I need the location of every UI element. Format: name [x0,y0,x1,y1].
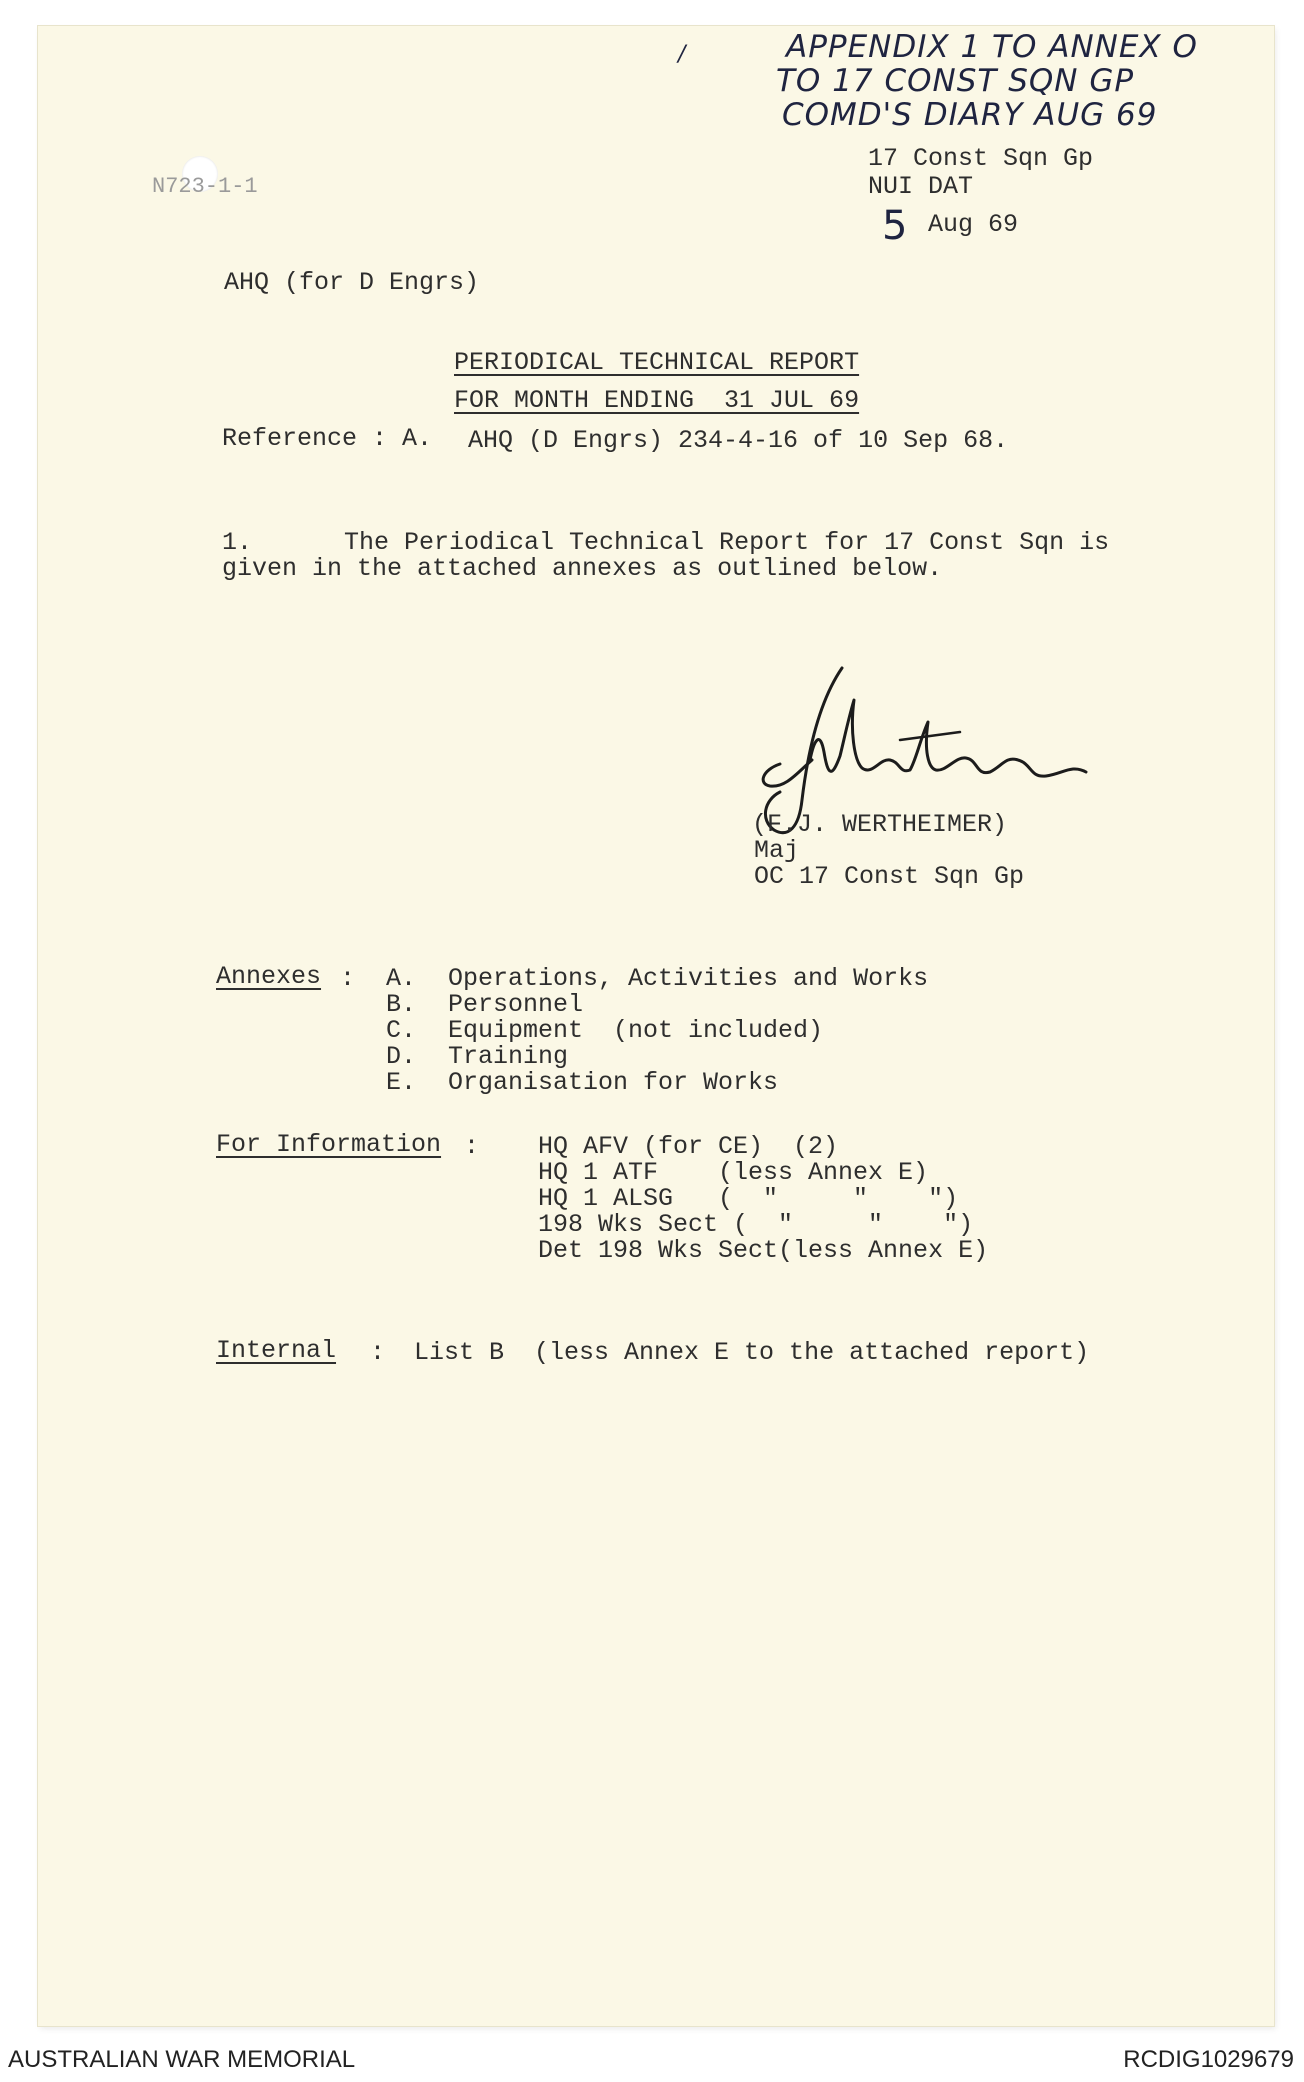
annexes-label: Annexes [216,962,322,991]
for-information-colon: : [464,1132,480,1161]
sender-date: Aug 69 [928,210,1019,239]
distribution-item: HQ 1 ALSG ( " " ") [538,1184,959,1213]
report-title-line-1: PERIODICAL TECHNICAL REPORT [454,348,860,377]
annex-text: Personnel [448,990,584,1019]
for-information-label: For Information [216,1130,442,1159]
internal-label: Internal [216,1336,337,1365]
handwritten-date-day: 5 [882,203,909,249]
annex-text: Training [448,1042,569,1071]
signatory-name: (F.J. WERTHEIMER) [752,810,1008,839]
internal-colon: : [370,1338,386,1367]
archive-footer-right: RCDIG1029679 [1123,2046,1294,2073]
distribution-item: HQ 1 ATF (less Annex E) [538,1158,929,1187]
paragraph-line-1: The Periodical Technical Report for 17 Const Sqn is [344,528,1110,557]
handwritten-note-line-2: TO 17 CONST SQN GP [776,63,1135,99]
file-reference: N723-1-1 [152,174,258,199]
internal-distribution: List B (less Annex E to the attached report) [414,1338,1090,1367]
handwritten-tick: / [678,42,687,67]
paragraph-number: 1. [222,528,253,557]
handwritten-note-line-1: APPENDIX 1 TO ANNEX O [786,29,1198,65]
report-title-line-2: FOR MONTH ENDING 31 JUL 69 [454,386,860,415]
paragraph-line-2: given in the attached annexes as outlined below. [222,554,943,583]
sender-location: NUI DAT [868,172,974,201]
annex-letter: B. [386,990,417,1019]
annexes-colon: : [340,964,356,993]
annex-text: Organisation for Works [448,1068,779,1097]
signatory-appointment: OC 17 Const Sqn Gp [754,862,1025,891]
distribution-item: Det 198 Wks Sect(less Annex E) [538,1236,989,1265]
signatory-rank: Maj [754,836,800,865]
reference-label: Reference : A. [222,424,433,453]
annex-letter: A. [386,964,417,993]
sender-unit: 17 Const Sqn Gp [868,144,1094,173]
annex-text: Equipment (not included) [448,1016,824,1045]
handwritten-note-line-3: COMD'S DIARY AUG 69 [782,97,1158,133]
reference-text: AHQ (D Engrs) 234-4-16 of 10 Sep 68. [468,426,1009,455]
distribution-item: 198 Wks Sect ( " " ") [538,1210,974,1239]
distribution-item: HQ AFV (for CE) (2) [538,1132,839,1161]
archive-footer-left: AUSTRALIAN WAR MEMORIAL [8,2046,356,2073]
annex-letter: C. [386,1016,417,1045]
annex-letter: E. [386,1068,417,1097]
addressee: AHQ (for D Engrs) [224,268,480,297]
annex-text: Operations, Activities and Works [448,964,929,993]
annex-letter: D. [386,1042,417,1071]
